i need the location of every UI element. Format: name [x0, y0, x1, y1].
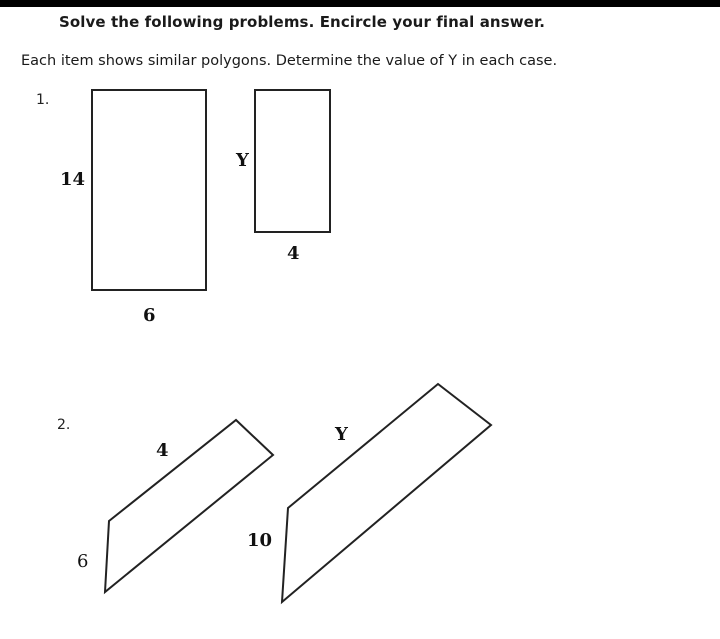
item-2-left-long-label: 4: [156, 440, 169, 461]
item-1-number: 1.: [36, 92, 50, 108]
item-1-left-width-label: 6: [143, 305, 156, 326]
item-1-left-height-label: 14: [60, 169, 86, 190]
item-1-left-rectangle: [92, 90, 206, 290]
item-2-right-long-label: Y: [335, 424, 348, 445]
page-title: Solve the following problems. Encircle your final answer.: [59, 13, 546, 31]
item-2-left-short-label: 6: [77, 551, 89, 572]
item-2-right-short-label: 10: [247, 530, 273, 551]
item-1-right-rectangle: [255, 90, 330, 232]
item-1-right-height-label: Y: [236, 150, 249, 171]
item-2-left-quadrilateral: [105, 420, 273, 592]
item-2-number: 2.: [57, 417, 71, 433]
instructions-text: Each item shows similar polygons. Determine the value of Y in each case.: [21, 53, 558, 69]
item-1-right-width-label: 4: [287, 243, 300, 264]
item-2-right-quadrilateral: [282, 384, 491, 602]
